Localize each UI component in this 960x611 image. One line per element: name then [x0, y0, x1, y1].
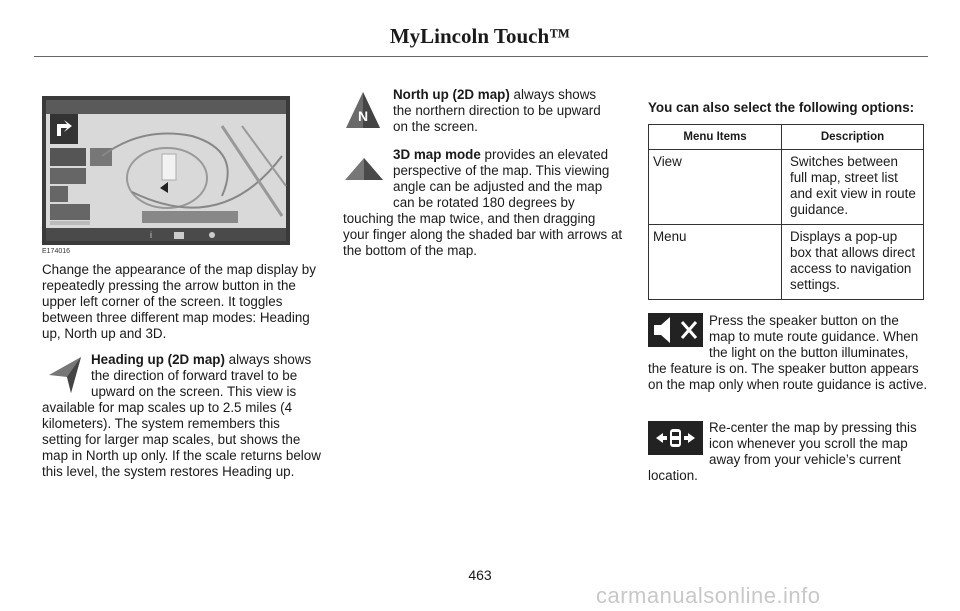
3d-map-line1: provides an elevated: [480, 147, 609, 162]
3d-map-line2: perspective of the map. This viewing: [393, 163, 610, 179]
3d-map-line4: can be rotated 180 degrees by: [393, 195, 575, 211]
heading-up-line3: upward on the screen. This view is: [91, 384, 297, 400]
options-table: [648, 124, 924, 300]
3d-map-title: 3D map mode: [393, 147, 481, 162]
map-illustration: [42, 96, 290, 245]
speaker-lines: [709, 313, 927, 361]
table-row: [649, 225, 924, 300]
recenter-line2: icon whenever you scroll the map: [709, 436, 908, 452]
map-mode-intro: Change the appearance of the map display by repeatedly pressing the arrow button in the upper left corner of the screen. It toggles between three different map modes: Heading up, North up and 3D.: [42, 262, 316, 342]
table-cell-description: Displays a pop-up box that allows direct access to navigation settings.: [782, 225, 924, 300]
north-up-lines: [393, 87, 625, 135]
table-row: [649, 150, 924, 225]
recenter-line1: Re-center the map by pressing this: [709, 420, 917, 435]
north-icon-letter: N: [357, 108, 369, 124]
speaker-line3: the light on the button illuminates,: [709, 345, 909, 361]
navigation-map-screenshot: [42, 96, 290, 245]
3d-map-arrow-icon: [343, 156, 385, 187]
3d-map-continuation: touching the map twice, and then dragging your finger along the shaded bar with arrows at the bottom of the map.: [343, 211, 623, 259]
heading-up-lines: [91, 352, 321, 400]
north-up-arrow-icon: [343, 90, 383, 135]
recenter-lines: [709, 420, 927, 468]
heading-up-line2: the direction of forward travel to be: [91, 368, 298, 384]
heading-up-title: Heading up (2D map): [91, 352, 225, 367]
recenter-map-icon: [648, 421, 703, 460]
watermark: carmanualsonline.info: [596, 583, 821, 608]
page-header-title: MyLincoln Touch™: [389, 24, 571, 48]
heading-up-line1: always shows: [224, 352, 312, 367]
header-rule: [34, 56, 928, 57]
heading-up-arrow-icon: [45, 355, 83, 400]
speaker-mute-icon: [648, 313, 703, 352]
speaker-line2: map to mute route guidance. When: [709, 329, 919, 345]
page-number: 463: [468, 567, 492, 583]
recenter-line3: away from your vehicle’s current: [709, 452, 901, 468]
table-cell-item: View: [649, 150, 782, 225]
table-header-description: Description: [782, 125, 924, 150]
3d-map-line3: angle can be adjusted and the map: [393, 179, 603, 195]
north-up-line2: the northern direction to be upward: [393, 103, 601, 119]
heading-up-continuation: available for map scales up to 2.5 miles (4 kilometers). The system remembers this setting for larger map scales, but shows the map in North up only. If the scale returns below this level, the system restores Heading up.: [42, 400, 321, 480]
options-heading: You can also select the following options:: [648, 100, 915, 115]
north-up-line3: on the screen.: [393, 119, 478, 135]
table-cell-description: Switches between full map, street list and exit view in route guidance.: [782, 150, 924, 225]
north-up-title: North up (2D map): [393, 87, 510, 102]
table-header-menu-items: Menu Items: [649, 125, 782, 150]
3d-map-lines: [393, 147, 625, 211]
svg-text:i: i: [150, 230, 152, 240]
recenter-continuation: location.: [648, 468, 698, 483]
table-header-row: [649, 125, 924, 150]
speaker-line1: Press the speaker button on the: [709, 313, 899, 328]
figure-code: E174016: [42, 248, 71, 255]
north-up-line1: always shows: [509, 87, 597, 102]
speaker-continuation: the feature is on. The speaker button appears on the map only when route guidance is active.: [648, 361, 928, 393]
table-cell-item: Menu: [649, 225, 782, 300]
